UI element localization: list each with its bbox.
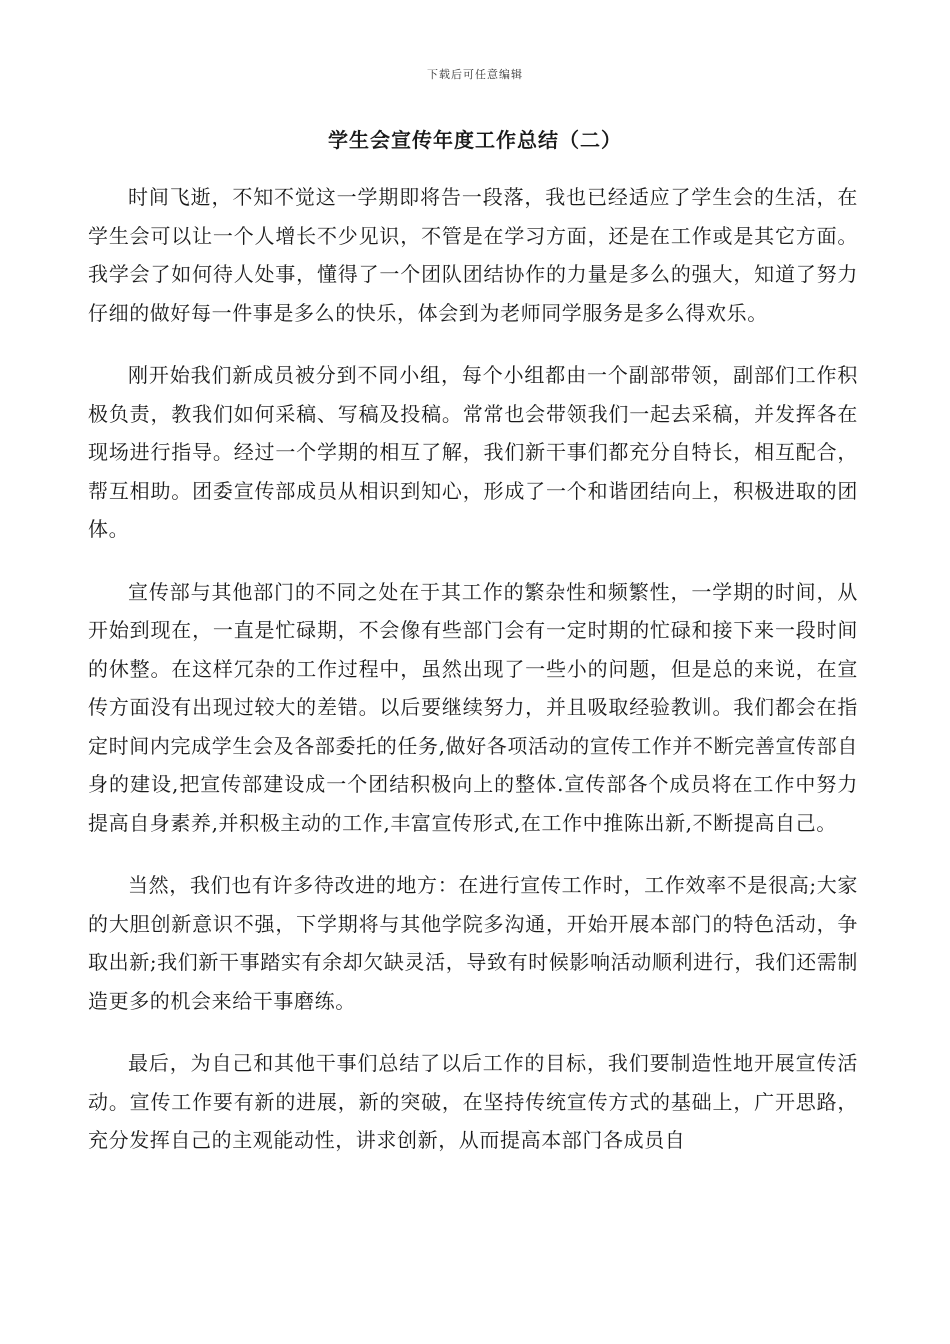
paragraph-4: 当然，我们也有许多待改进的地方：在进行宣传工作时，工作效率不是很高;大家的大胆创新意识不强，下学期将与其他学院多沟通，开始开展本部门的特色活动，争取出新;我们新干事踏实有余却欠缺灵活，导致有时候影响活动顺利进行，我们还需制造更多的机会来给干事磨练。 bbox=[88, 873, 858, 1013]
header-note: 下载后可任意编辑 bbox=[427, 68, 523, 81]
paragraph-3: 宣传部与其他部门的不同之处在于其工作的繁杂性和频繁性，一学期的时间，从开始到现在，一直是忙碌期，不会像有些部门会有一定时期的忙碌和接下来一段时间的休整。在这样冗杂的工作过程中，虽然出现了一些小的问题，但是总的来说，在宣传方面没有出现过较大的差错。以后要继续努力，并且吸取经验教训。我们都会在指定时间内完成学生会及各部委托的任务,做好各项活动的宣传工作并不断完善宣传部自身的建设,把宣传部建设成一个团结积极向上的整体.宣传部各个成员将在工作中努力提高自身素养,并积极主动的工作,丰富宣传形式,在工作中推陈出新,不断提高自己。 bbox=[88, 579, 858, 835]
paragraph-2: 刚开始我们新成员被分到不同小组，每个小组都由一个副部带领，副部们工作积极负责，教我们如何采稿、写稿及投稿。常常也会带领我们一起去采稿，并发挥各在现场进行指导。经过一个学期的相互了解，我们新干事们都充分自特长，相互配合，帮互相助。团委宣传部成员从相识到知心，形成了一个和谐团结向上，积极进取的团体。 bbox=[88, 363, 858, 541]
paragraph-5: 最后，为自己和其他干事们总结了以后工作的目标，我们要制造性地开展宣传活动。宣传工作要有新的进展，新的突破，在坚持传统宣传方式的基础上，广开思路，充分发挥自己的主观能动性，讲求创新，从而提高本部门各成员自 bbox=[88, 1051, 858, 1152]
document-title: 学生会宣传年度工作总结（二） bbox=[328, 128, 622, 152]
document-body bbox=[88, 178, 858, 1184]
paragraph-1: 时间飞逝，不知不觉这一学期即将告一段落，我也已经适应了学生会的生活，在学生会可以让一个人增长不少见识，不管是在学习方面，还是在工作或是其它方面。我学会了如何待人处事，懂得了一个团队团结协作的力量是多么的强大，知道了努力仔细的做好每一件事是多么的快乐，体会到为老师同学服务是多么得欢乐。 bbox=[88, 185, 858, 325]
